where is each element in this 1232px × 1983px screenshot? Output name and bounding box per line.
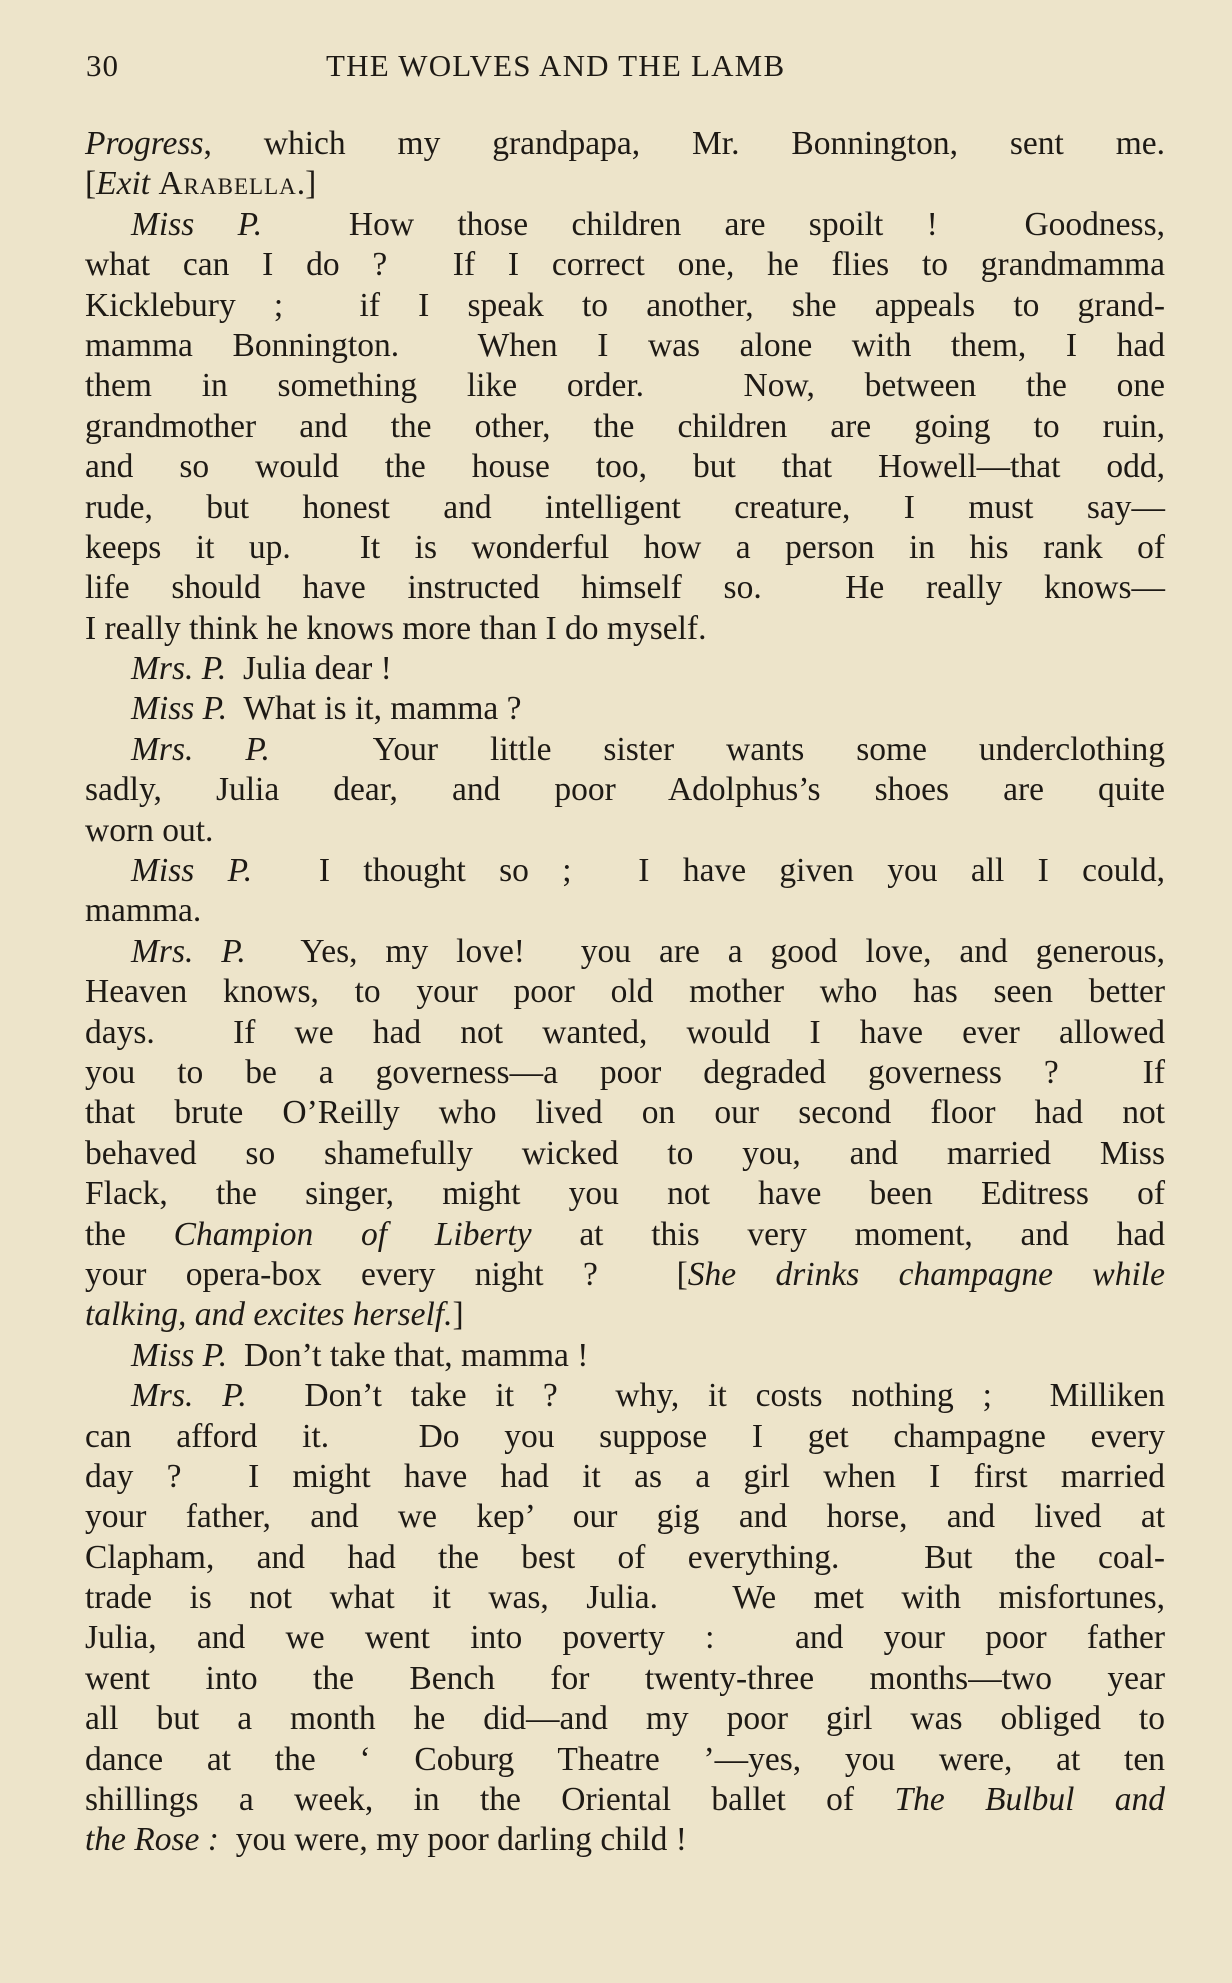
text-line: days. If we had not wanted, would I have ever allowed xyxy=(85,1013,1165,1051)
text-line: Mrs. P. Don’t take it ? why, it costs nothing ; Milliken xyxy=(131,1377,1165,1415)
text-line: all but a month he did—and my poor girl was obliged to xyxy=(85,1700,1165,1738)
text-line: Flack, the singer, might you not have been Editress of xyxy=(85,1175,1165,1213)
text-line: talking, and excites herself.] xyxy=(85,1296,464,1334)
text-line: went into the Bench for twenty-three months—two year xyxy=(85,1659,1165,1697)
text-line: your father, and we kep’ our gig and horse, and lived at xyxy=(85,1498,1165,1536)
text-line: mamma Bonnington. When I was alone with them, I had xyxy=(85,326,1165,364)
text-line: worn out. xyxy=(85,811,214,849)
body-text xyxy=(85,124,1165,1861)
text-line: you to be a governess—a poor degraded governess ? If xyxy=(85,1053,1165,1091)
text-line: rude, but honest and intelligent creature, I must say— xyxy=(85,488,1165,526)
running-title: THE WOLVES AND THE LAMB xyxy=(326,48,786,83)
text-line: Progress, which my grandpapa, Mr. Bonnington, sent me. xyxy=(85,125,1165,162)
text-line: life should have instructed himself so. He really knows— xyxy=(85,569,1165,607)
text-line: Heaven knows, to your poor old mother who has seen better xyxy=(85,973,1165,1011)
text-line: your opera-box every night ? [She drinks champagne while xyxy=(85,1255,1165,1293)
text-line: dance at the ‘ Coburg Theatre ’—yes, you were, at ten xyxy=(85,1740,1165,1778)
text-line: Mrs. P. Your little sister wants some underclothing xyxy=(131,730,1166,768)
text-line: trade is not what it was, Julia. We met with misfortunes, xyxy=(85,1579,1165,1617)
page-header xyxy=(86,48,1156,92)
text-line: I really think he knows more than I do myself. xyxy=(85,609,707,647)
text-line: that brute O’Reilly who lived on our second floor had not xyxy=(85,1094,1165,1132)
text-line: Mrs. P. Julia dear ! xyxy=(131,650,392,688)
text-line: Mrs. P. Yes, my love! you are a good love, and generous, xyxy=(131,932,1165,970)
text-line: what can I do ? If I correct one, he flies to grandmamma xyxy=(85,246,1165,284)
text-line: Julia, and we went into poverty : and your poor father xyxy=(85,1619,1165,1657)
text-line: shillings a week, in the Oriental ballet of The Bulbul and xyxy=(85,1781,1165,1819)
page-number: 30 xyxy=(86,48,119,83)
text-line: behaved so shamefully wicked to you, and married Miss xyxy=(85,1134,1165,1172)
text-line: Miss P. Don’t take that, mamma ! xyxy=(131,1336,589,1374)
text-line: mamma. xyxy=(85,892,202,930)
text-line: and so would the house too, but that Howell—that odd, xyxy=(85,448,1165,486)
text-line: the Champion of Liberty at this very moment, and had xyxy=(85,1215,1165,1253)
text-line: them in something like order. Now, between the one xyxy=(85,367,1165,405)
text-line: sadly, Julia dear, and poor Adolphus’s shoes are quite xyxy=(85,771,1165,809)
text-line: grandmother and the other, the children are going to ruin, xyxy=(85,407,1165,445)
text-line: Miss P. How those children are spoilt ! Goodness, xyxy=(131,205,1165,243)
text-line: keeps it up. It is wonderful how a person in his rank of xyxy=(85,528,1165,566)
text-line: Kicklebury ; if I speak to another, she appeals to grand- xyxy=(85,286,1165,324)
text-line: [Exit Arabella.] xyxy=(85,165,317,203)
text-line: Clapham, and had the best of everything. But the coal- xyxy=(85,1538,1165,1576)
text-line: Miss P. What is it, mamma ? xyxy=(131,690,522,728)
text-line: Miss P. I thought so ; I have given you all I could, xyxy=(131,852,1165,890)
text-line: can afford it. Do you suppose I get champagne every xyxy=(85,1417,1165,1455)
text-line: day ? I might have had it as a girl when I first married xyxy=(85,1457,1165,1495)
text-line: the Rose : you were, my poor darling child ! xyxy=(85,1821,687,1859)
